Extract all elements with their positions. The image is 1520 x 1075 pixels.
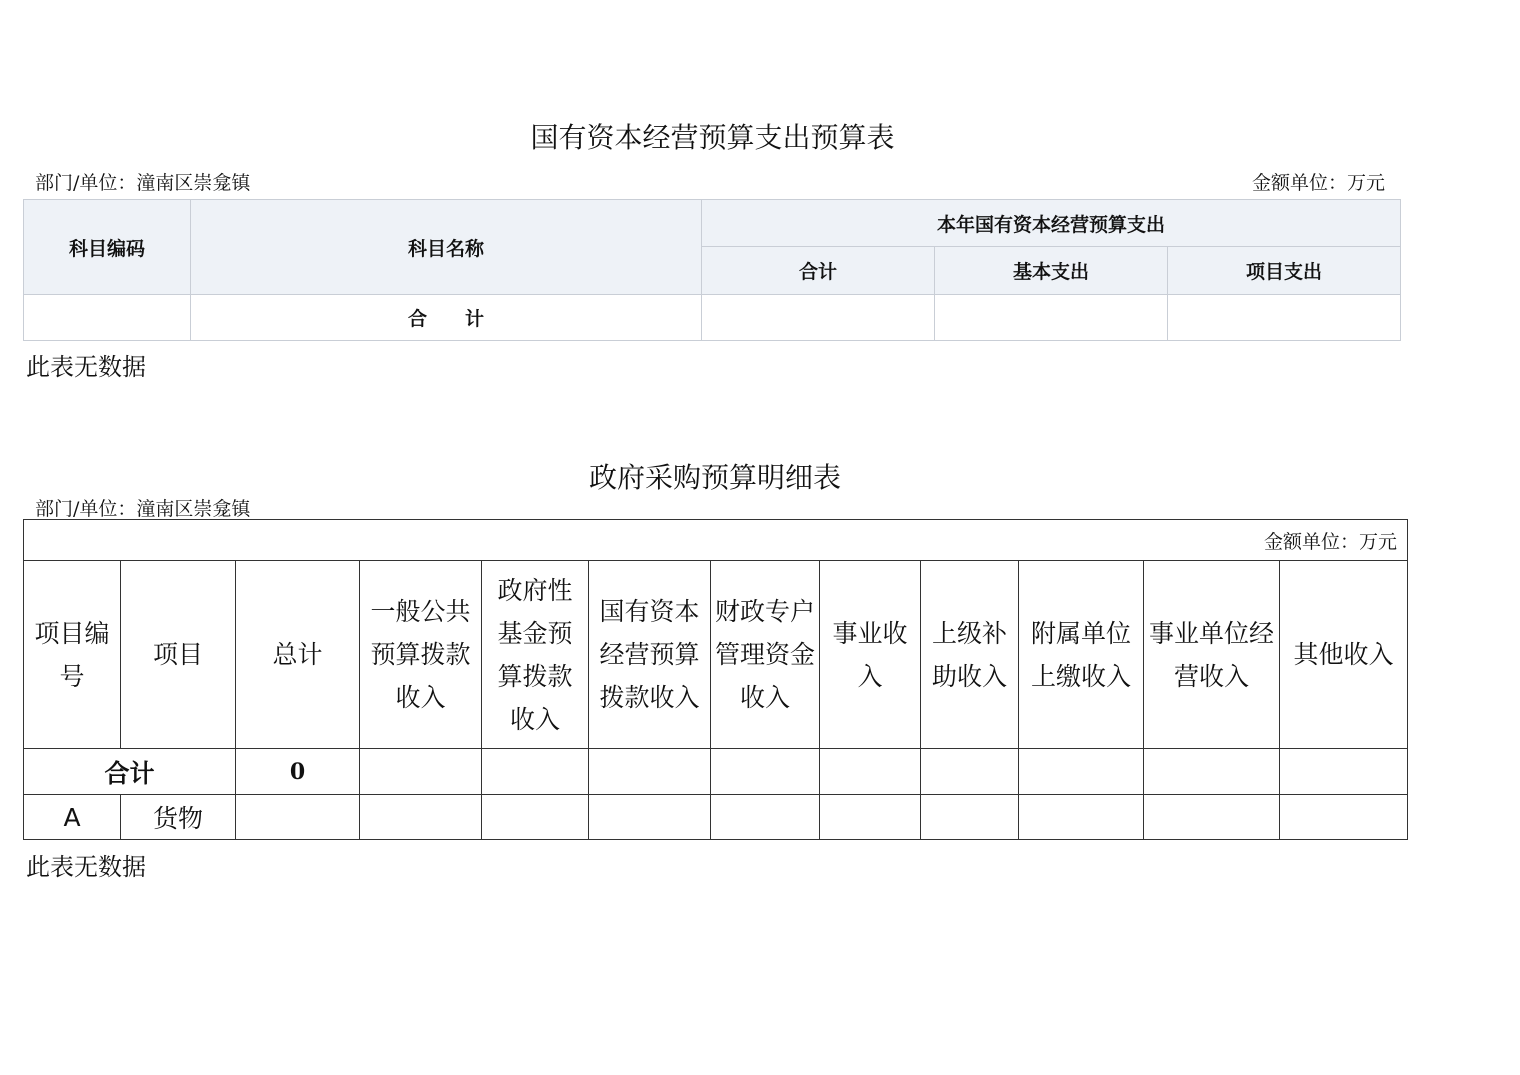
header-superior-subsidy: 上级补助收入	[921, 561, 1019, 749]
cell-empty	[1280, 749, 1408, 795]
header-subject-code: 科目编码	[24, 200, 191, 295]
table2-dept: 部门/单位：潼南区崇龛镇	[35, 498, 251, 520]
table1-no-data: 此表无数据	[26, 353, 146, 381]
header-expenditure-group: 本年国有资本经营预算支出	[702, 200, 1401, 247]
header-total: 合计	[702, 247, 935, 295]
cell-empty	[1019, 795, 1144, 840]
cell-empty	[921, 795, 1019, 840]
header-state-capital: 国有资本经营预算拨款收入	[589, 561, 711, 749]
total-label: 合计	[24, 749, 236, 795]
cell-empty	[935, 295, 1168, 341]
total-label: 合 计	[191, 295, 702, 341]
header-project-code: 项目编号	[24, 561, 121, 749]
cell-empty	[589, 795, 711, 840]
cell-empty	[360, 795, 482, 840]
header-basic: 基本支出	[935, 247, 1168, 295]
table2-unit: 金额单位：万元	[24, 520, 1408, 561]
cell-empty	[589, 749, 711, 795]
table1	[23, 199, 1401, 341]
cell-empty	[1168, 295, 1401, 341]
table2-no-data: 此表无数据	[26, 853, 146, 881]
table2-row-goods	[24, 795, 1408, 840]
cell-empty	[921, 749, 1019, 795]
header-project: 项目	[121, 561, 236, 749]
table1-dept: 部门/单位：潼南区崇龛镇	[35, 172, 251, 194]
table1-unit: 金额单位：万元	[1252, 172, 1386, 194]
header-other-income: 其他收入	[1280, 561, 1408, 749]
cell-empty	[711, 749, 820, 795]
table2-header-row	[24, 561, 1408, 749]
header-gov-fund: 政府性基金预算拨款收入	[482, 561, 589, 749]
row-name: 货物	[121, 795, 236, 840]
cell-empty	[1280, 795, 1408, 840]
cell-empty	[711, 795, 820, 840]
cell-empty	[1144, 795, 1280, 840]
cell-empty	[820, 795, 921, 840]
table1-title: 国有资本经营预算支出预算表	[530, 121, 895, 154]
header-general-budget: 一般公共预算拨款收入	[360, 561, 482, 749]
table1-total-row	[24, 295, 1401, 341]
cell-empty	[702, 295, 935, 341]
header-operating-income: 事业单位经营收入	[1144, 561, 1280, 749]
header-subject-name: 科目名称	[191, 200, 702, 295]
cell-empty	[1019, 749, 1144, 795]
header-special-account: 财政专户管理资金收入	[711, 561, 820, 749]
cell-empty	[24, 295, 191, 341]
cell-empty	[1144, 749, 1280, 795]
table2-title: 政府采购预算明细表	[588, 461, 841, 494]
header-affiliated-remit: 附属单位上缴收入	[1019, 561, 1144, 749]
cell-empty	[482, 795, 589, 840]
cell-empty	[236, 795, 360, 840]
cell-empty	[360, 749, 482, 795]
header-project: 项目支出	[1168, 247, 1401, 295]
table2-total-row	[24, 749, 1408, 795]
cell-empty	[820, 749, 921, 795]
cell-empty	[482, 749, 589, 795]
row-code: A	[24, 795, 121, 840]
header-business-income: 事业收入	[820, 561, 921, 749]
header-grand-total: 总计	[236, 561, 360, 749]
total-value: 0	[236, 749, 360, 795]
table2	[23, 519, 1408, 840]
